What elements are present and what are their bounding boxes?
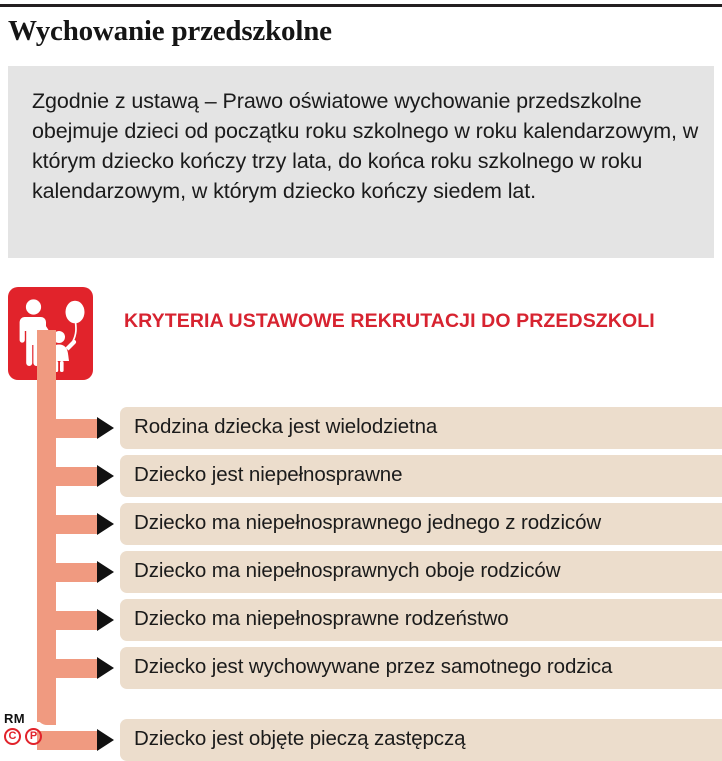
page-title: Wychowanie przedszkolne [8,15,332,47]
top-divider-rule [0,4,722,7]
arrow-right-icon [97,561,114,583]
intro-text: Zgodnie z ustawą – Prawo oświatowe wychowanie przedszkolne obejmuje dzieci od początku roku szkolnego w roku kalendarzowym, w którym dziecko kończy trzy lata, do końca roku szkolnego w roku kalendarzowym, w którym dziecko kończy siedem lat. [32,89,699,203]
criteria-label: Dziecko ma niepełnosprawnego jednego z rodziców [120,503,722,545]
credit-mark [4,712,56,745]
connector-arm [37,563,99,582]
arrow-right-icon [97,465,114,487]
section-heading: KRYTERIA USTAWOWE REKRUTACJI DO PRZEDSZKOLI [124,310,655,332]
criteria-label: Rodzina dziecka jest wielodzietna [120,407,722,449]
arrow-right-icon [97,729,114,751]
connector-arm [37,467,99,486]
criteria-label: Dziecko jest wychowywane przez samotnego rodzica [120,647,722,689]
phonogram-icon: P [25,728,42,745]
criteria-label: Dziecko ma niepełnosprawne rodzeństwo [120,599,722,641]
connector-arm [37,659,99,678]
connector-arm [37,611,99,630]
criteria-label: Dziecko jest niepełnosprawne [120,455,722,497]
arrow-right-icon [97,657,114,679]
arrow-right-icon [97,609,114,631]
connector-arm [37,515,99,534]
arrow-right-icon [97,513,114,535]
intro-panel [8,66,714,258]
arrow-right-icon [97,417,114,439]
copyright-icon: C [4,728,21,745]
connector-arm [37,419,99,438]
criteria-label: Dziecko jest objęte pieczą zastępczą [120,719,722,761]
credit-author: RM [4,711,25,726]
criteria-label: Dziecko ma niepełnosprawnych oboje rodziców [120,551,722,593]
